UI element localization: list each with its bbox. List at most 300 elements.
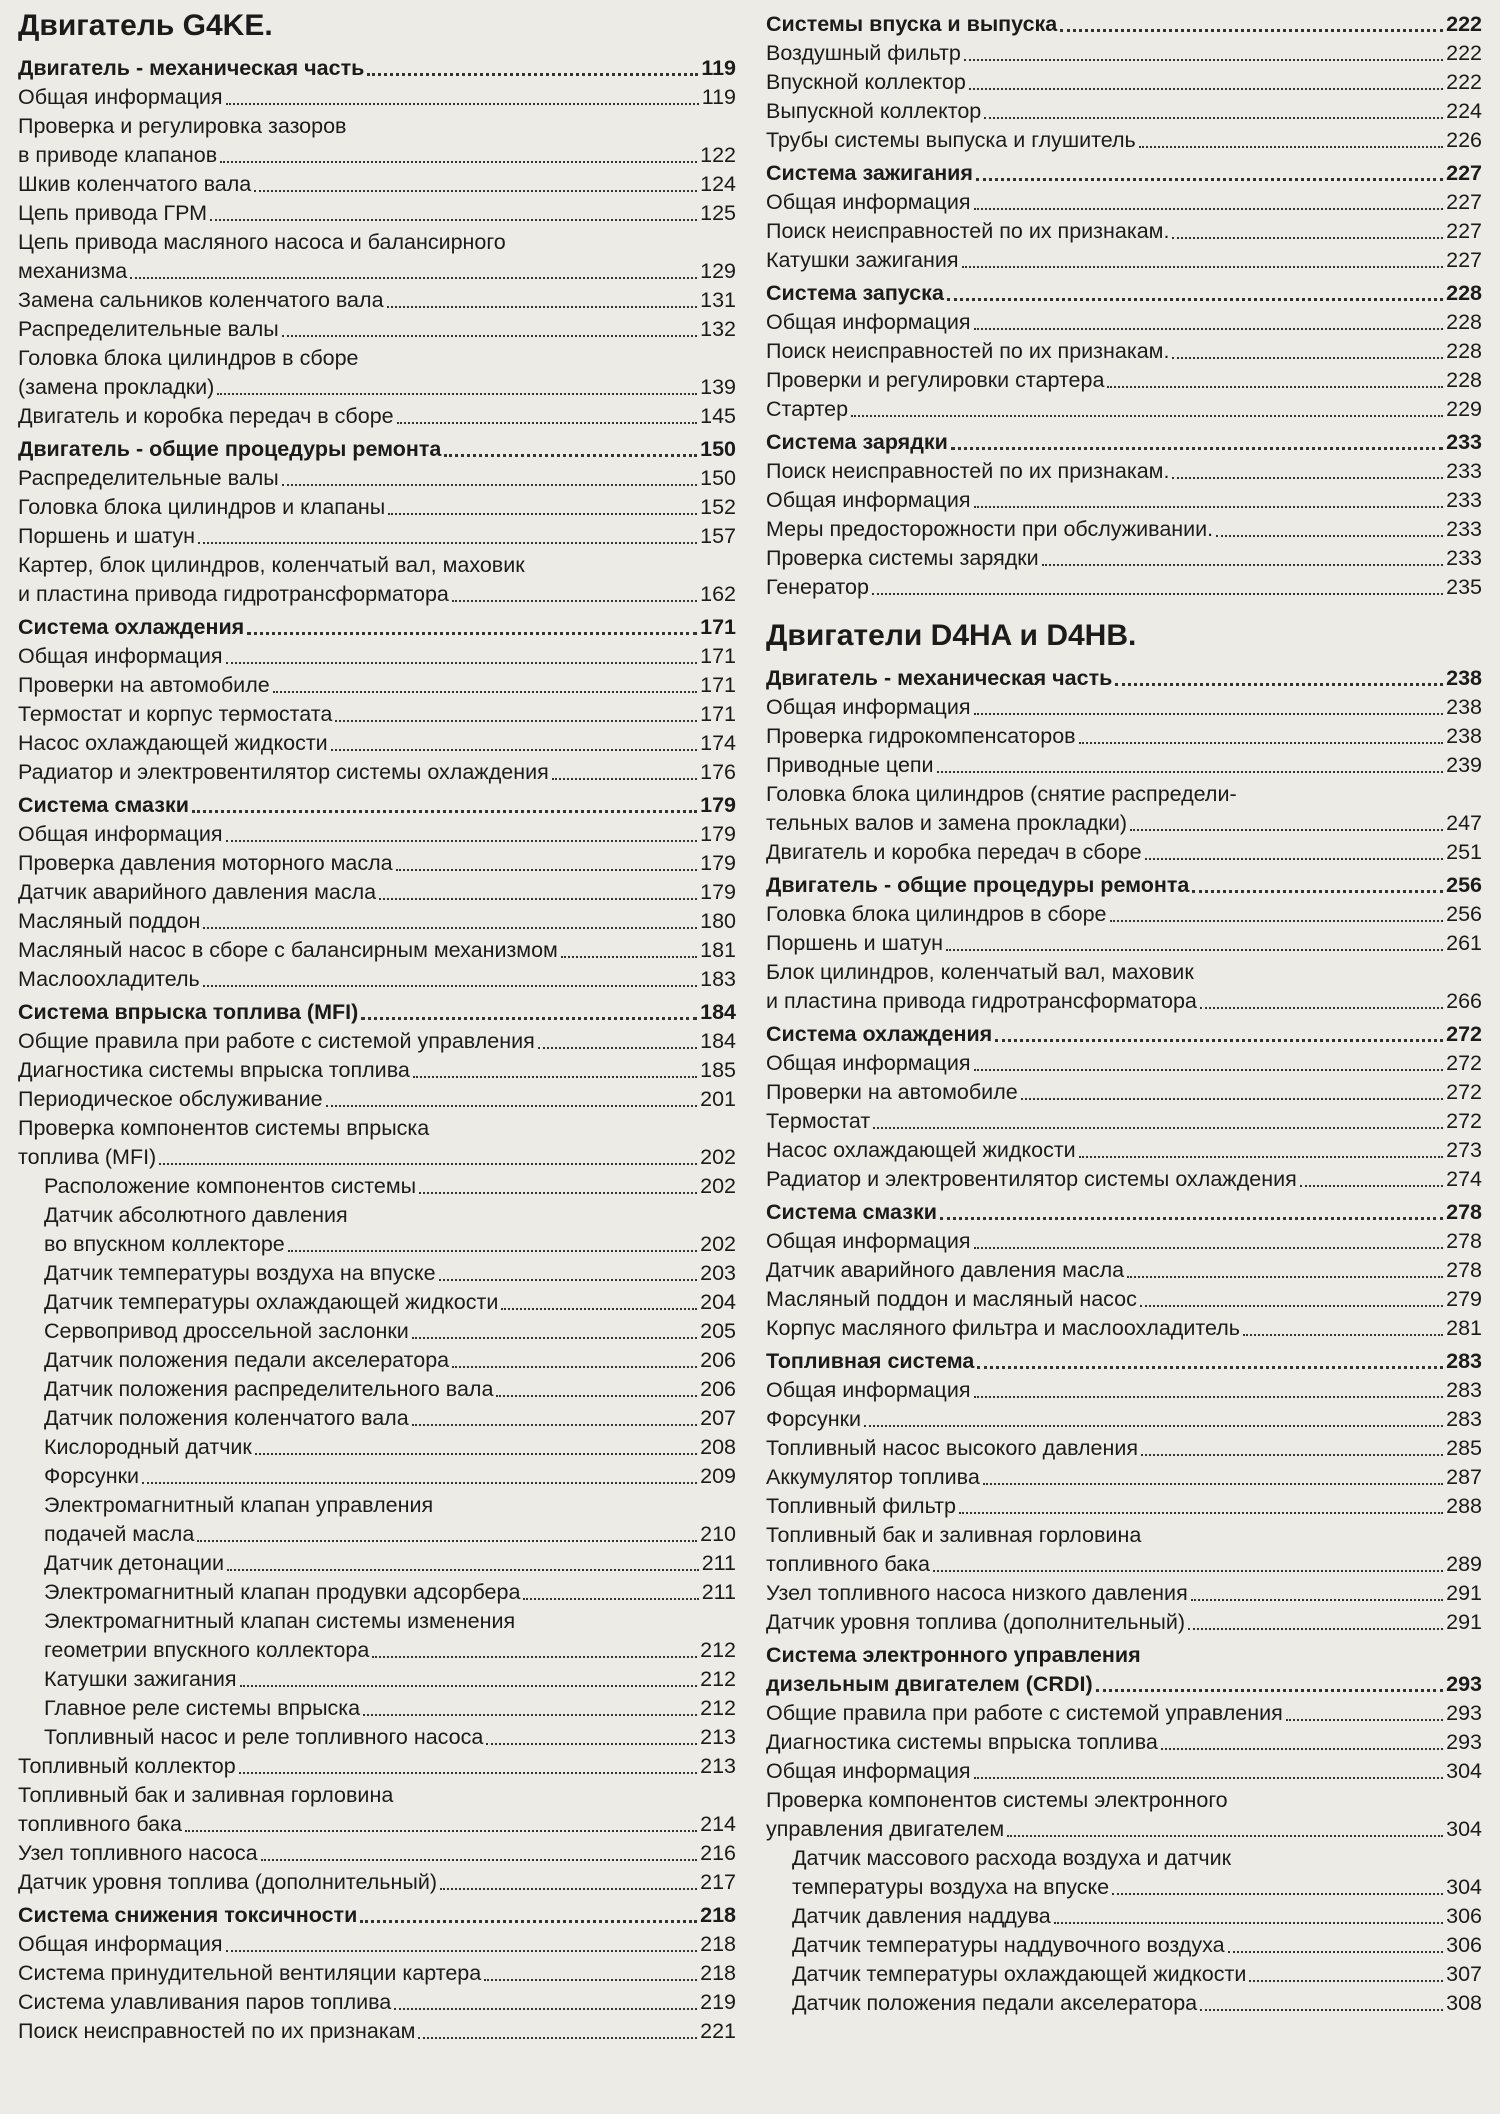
toc-entry [18, 1404, 736, 1433]
dot-leader [1042, 564, 1443, 566]
toc-page-number: 228 [1446, 281, 1482, 305]
toc-page-number: 283 [1446, 1407, 1482, 1431]
toc-page-number: 202 [700, 1145, 736, 1169]
toc-section-heading [766, 10, 1482, 39]
toc-section-heading [766, 279, 1482, 308]
toc-page-number: 261 [1446, 931, 1482, 955]
toc-page-number: 304 [1446, 1759, 1482, 1783]
toc-page-number: 213 [700, 1754, 736, 1778]
toc-page-number: 218 [700, 1932, 736, 1956]
toc-entry-text: Общие правила при работе с системой управления [766, 1701, 1283, 1725]
dot-leader [486, 1743, 697, 1745]
toc-entry [18, 1288, 736, 1317]
toc-entry [18, 1433, 736, 1462]
dot-leader [946, 949, 1443, 951]
toc-page-number: 285 [1446, 1436, 1482, 1460]
toc-entry-text: подачей масла [44, 1522, 195, 1546]
toc-entry [766, 1757, 1482, 1786]
toc-page-number: 218 [700, 1903, 736, 1927]
toc-page-number: 212 [700, 1696, 736, 1720]
toc-entry-text: Система снижения токсичности [18, 1903, 358, 1927]
toc-entry-text: Двигатель - общие процедуры ремонта [766, 873, 1190, 897]
dot-leader [379, 898, 697, 900]
toc-entry [766, 544, 1482, 573]
toc-entry-text: Воздушный фильтр [766, 41, 961, 65]
toc-entry [766, 1608, 1482, 1637]
toc-entry-text: топливного бака [18, 1812, 182, 1836]
toc-entry-text: Расположение компонентов системы [44, 1174, 417, 1198]
toc-entry [766, 693, 1482, 722]
toc-page-number: 218 [700, 1961, 736, 1985]
left-column [18, 6, 736, 2046]
toc-page-number: 272 [1446, 1022, 1482, 1046]
right-toc-list-top [766, 10, 1482, 602]
toc-entry [766, 1960, 1482, 1989]
toc-entry [18, 1114, 736, 1172]
toc-entry-text: Датчик температуры охлаждающей жидкости [44, 1290, 499, 1314]
toc-entry [766, 126, 1482, 155]
toc-entry [766, 217, 1482, 246]
toc-entry-text: Топливный насос высокого давления [766, 1436, 1139, 1460]
toc-page-number: 131 [700, 288, 736, 312]
dot-leader [1188, 1628, 1443, 1630]
toc-entry-text: Топливный коллектор [18, 1754, 236, 1778]
toc-page-number: 206 [700, 1348, 736, 1372]
dot-leader [1200, 2009, 1443, 2011]
toc-entry [18, 522, 736, 551]
toc-entry [18, 1549, 736, 1578]
toc-entry-text: топлива (MFI) [18, 1145, 157, 1169]
toc-entry-text: Датчик температуры наддувочного воздуха [792, 1933, 1225, 1957]
toc-entry [766, 366, 1482, 395]
toc-page-number: 179 [700, 793, 736, 817]
toc-page-number: 308 [1446, 1991, 1482, 2015]
toc-entry-text: Насос охлаждающей жидкости [766, 1138, 1076, 1162]
toc-entry-text: Датчик детонации [44, 1551, 224, 1575]
toc-entry-text: Форсунки [44, 1464, 140, 1488]
dot-leader [959, 1512, 1443, 1514]
toc-entry-text: Топливная система [766, 1349, 975, 1373]
dot-leader [1140, 1305, 1443, 1307]
toc-entry [18, 1085, 736, 1114]
toc-entry-text: Датчик массового расхода воздуха и датчик [792, 1846, 1231, 1870]
toc-entry [18, 1462, 736, 1491]
toc-section-heading [766, 664, 1482, 693]
toc-entry-text: Проверка гидрокомпенсаторов [766, 724, 1076, 748]
toc-page-number: 233 [1446, 517, 1482, 541]
toc-entry-text: Датчик температуры воздуха на впуске [44, 1261, 436, 1285]
toc-entry-text: Датчик температуры охлаждающей жидкости [792, 1962, 1247, 1986]
toc-entry-text: Общая информация [18, 822, 223, 846]
toc-entry [18, 1781, 736, 1839]
toc-page-number: 211 [701, 1580, 736, 1604]
toc-entry [18, 344, 736, 402]
toc-section-heading [18, 1901, 736, 1930]
toc-page-number: 224 [1446, 99, 1482, 123]
toc-page-number: 150 [700, 437, 736, 461]
toc-entry-text: Радиатор и электровентилятор системы охлаждения [18, 760, 549, 784]
toc-page-number: 176 [700, 760, 736, 784]
toc-page-number: 291 [1446, 1581, 1482, 1605]
toc-entry [766, 1728, 1482, 1757]
dot-leader [496, 1395, 697, 1397]
dot-leader [197, 1540, 697, 1542]
toc-entry [18, 1056, 736, 1085]
toc-page-number: 119 [701, 85, 736, 109]
dot-leader [1060, 29, 1443, 32]
dot-leader [1192, 890, 1443, 893]
toc-entry [18, 1839, 736, 1868]
toc-entry-text: Маслоохладитель [18, 967, 200, 991]
toc-entry [18, 1201, 736, 1259]
dot-leader [1216, 535, 1443, 537]
toc-page-number: 278 [1446, 1200, 1482, 1224]
toc-page-number: 125 [700, 201, 736, 225]
toc-entry-text: тельных валов и замена прокладки) [766, 811, 1128, 835]
toc-page-number: 266 [1446, 989, 1482, 1013]
toc-section-heading [766, 1641, 1482, 1699]
dot-leader [273, 691, 697, 693]
toc-page-number: 208 [700, 1435, 736, 1459]
toc-page-number: 251 [1446, 840, 1482, 864]
toc-entry-text: Датчик положения коленчатого вала [44, 1406, 409, 1430]
toc-page-number: 150 [700, 466, 736, 490]
toc-entry-text: Сервопривод дроссельной заслонки [44, 1319, 409, 1343]
toc-page-number: 281 [1446, 1316, 1482, 1340]
toc-entry [766, 515, 1482, 544]
toc-page-number: 256 [1446, 873, 1482, 897]
toc-entry [18, 1607, 736, 1665]
toc-page-number: 201 [700, 1087, 736, 1111]
toc-entry-text: Датчик положения педали акселератора [792, 1991, 1198, 2015]
dot-leader [335, 720, 697, 722]
dot-leader [372, 1656, 697, 1658]
toc-entry [766, 1492, 1482, 1521]
toc-page-number: 171 [700, 673, 736, 697]
toc-entry [18, 83, 736, 112]
dot-leader [387, 306, 698, 308]
dot-leader [873, 1127, 1443, 1129]
toc-entry-text: Датчик абсолютного давления [44, 1203, 348, 1227]
toc-entry [766, 1989, 1482, 2018]
dot-leader [484, 1979, 697, 1981]
toc-entry-text: Головка блока цилиндров и клапаны [18, 495, 386, 519]
toc-entry-text: температуры воздуха на впуске [792, 1875, 1110, 1899]
dot-leader [394, 2008, 697, 2010]
dot-leader [974, 713, 1444, 715]
toc-page-number: 272 [1446, 1051, 1482, 1075]
dot-leader [198, 542, 697, 544]
toc-page-number: 239 [1446, 753, 1482, 777]
toc-page-number: 247 [1446, 811, 1482, 835]
dot-leader [361, 1017, 697, 1020]
toc-entry-text: Выпускной коллектор [766, 99, 982, 123]
toc-entry-text: Проверка компонентов системы электронного [766, 1788, 1228, 1812]
toc-entry-text: Общая информация [766, 1229, 971, 1253]
toc-entry-text: Поиск неисправностей по их признакам. [766, 459, 1170, 483]
toc-page-number: 272 [1446, 1109, 1482, 1133]
toc-entry-text: Главное реле системы впрыска [44, 1696, 361, 1720]
toc-section-heading [18, 998, 736, 1027]
toc-entry [766, 97, 1482, 126]
dot-leader [1110, 920, 1444, 922]
dot-leader [974, 1247, 1444, 1249]
toc-entry-text: Топливный фильтр [766, 1494, 956, 1518]
toc-page-number: 184 [700, 1029, 736, 1053]
toc-entry [18, 758, 736, 787]
toc-entry [766, 486, 1482, 515]
toc-page-number: 227 [1446, 248, 1482, 272]
toc-entry-text: геометрии впускного коллектора [44, 1638, 370, 1662]
dot-leader [1172, 357, 1443, 359]
toc-page-number: 202 [700, 1232, 736, 1256]
dot-leader [331, 749, 697, 751]
dot-leader [1145, 858, 1444, 860]
toc-entry-text: Головка блока цилиндров (снятие распредели- [766, 782, 1237, 806]
dot-leader [951, 447, 1443, 450]
toc-entry-text: Датчик уровня топлива (дополнительный) [18, 1870, 437, 1894]
toc-entry-text: Общая информация [766, 1759, 971, 1783]
toc-entry-text: Электромагнитный клапан продувки адсорбера [44, 1580, 521, 1604]
dot-leader [452, 600, 697, 602]
toc-entry-text: топливного бака [766, 1552, 930, 1576]
dot-leader [1172, 477, 1443, 479]
dot-leader [864, 1425, 1443, 1427]
toc-entry-text: Система запуска [766, 281, 944, 305]
toc-page-number: 213 [700, 1725, 736, 1749]
toc-entry-text: Поиск неисправностей по их признакам [18, 2019, 416, 2043]
toc-page-number: 124 [700, 172, 736, 196]
dot-leader [561, 956, 697, 958]
dot-leader [1107, 386, 1443, 388]
toc-page-number: 238 [1446, 695, 1482, 719]
dot-leader [412, 1424, 697, 1426]
toc-section-heading [766, 428, 1482, 457]
toc-entry-text: Распределительные валы [18, 317, 279, 341]
toc-entry [766, 1579, 1482, 1608]
toc-entry-text: Катушки зажигания [44, 1667, 237, 1691]
toc-entry-text: Система смазки [766, 1200, 937, 1224]
toc-entry-text: Поиск неисправностей по их признакам. [766, 219, 1170, 243]
dot-leader [210, 219, 697, 221]
toc-entry-text: дизельным двигателем (CRDI) [766, 1672, 1093, 1696]
toc-page-number: 181 [700, 938, 736, 962]
toc-page-number: 179 [700, 851, 736, 875]
dot-leader [1079, 1156, 1443, 1158]
dot-leader [523, 1598, 698, 1600]
toc-entry [766, 1786, 1482, 1844]
toc-section-heading [18, 613, 736, 642]
dot-leader [288, 1250, 697, 1252]
toc-entry-text: Общая информация [766, 190, 971, 214]
toc-entry [766, 1285, 1482, 1314]
toc-entry-text: Узел топливного насоса [18, 1841, 258, 1865]
toc-entry [18, 1665, 736, 1694]
toc-page-number: 171 [700, 615, 736, 639]
toc-entry [18, 1930, 736, 1959]
toc-page-number: 222 [1446, 12, 1482, 36]
toc-entry-text: Общая информация [766, 1378, 971, 1402]
toc-entry-text: Термостат и корпус термостата [18, 702, 333, 726]
engine-title-d4ha-d4hb: Двигатели D4HA и D4HB. [766, 619, 1137, 652]
toc-entry [18, 1959, 736, 1988]
dot-leader [1112, 1893, 1443, 1895]
toc-page-number: 278 [1446, 1258, 1482, 1282]
dot-leader [1054, 1922, 1443, 1924]
toc-entry-text: Система охлаждения [766, 1022, 993, 1046]
toc-entry-text: Общая информация [766, 1051, 971, 1075]
toc-entry [766, 1049, 1482, 1078]
toc-entry [18, 1346, 736, 1375]
toc-entry-text: Аккумулятор топлива [766, 1465, 980, 1489]
dot-leader [964, 59, 1443, 61]
toc-entry-text: Масляный поддон и масляный насос [766, 1287, 1137, 1311]
toc-entry-text: механизма [18, 259, 128, 283]
toc-entry [766, 1405, 1482, 1434]
dot-leader [1079, 742, 1444, 744]
toc-entry [18, 2017, 736, 2046]
toc-entry-text: Блок цилиндров, коленчатый вал, маховик [766, 960, 1194, 984]
dot-leader [1249, 1980, 1443, 1982]
dot-leader [444, 454, 697, 457]
toc-page-number: 206 [700, 1377, 736, 1401]
toc-entry [766, 1256, 1482, 1285]
toc-page-number: 210 [700, 1522, 736, 1546]
toc-entry-text: Приводные цепи [766, 753, 934, 777]
toc-entry [18, 464, 736, 493]
toc-entry [766, 1136, 1482, 1165]
toc-entry [18, 907, 736, 936]
toc-entry [18, 1578, 736, 1607]
toc-page-number: 214 [700, 1812, 736, 1836]
toc-page-number: 203 [700, 1261, 736, 1285]
toc-entry-text: Электромагнитный клапан управления [44, 1493, 434, 1517]
toc-entry-text: Топливный насос и реле топливного насоса [44, 1725, 484, 1749]
dot-leader [247, 632, 697, 635]
toc-page-number: 293 [1446, 1672, 1482, 1696]
toc-page-number: 219 [700, 1990, 736, 2014]
dot-leader [282, 484, 697, 486]
toc-page-number: 211 [701, 1551, 736, 1575]
dot-leader [976, 178, 1443, 181]
dot-leader [413, 1076, 697, 1078]
toc-section-heading [18, 435, 736, 464]
dot-leader [940, 1217, 1443, 1220]
dot-leader [326, 1105, 698, 1107]
dot-leader [974, 208, 1444, 210]
toc-page-number: 288 [1446, 1494, 1482, 1518]
dot-leader [974, 1069, 1444, 1071]
dot-leader [439, 1279, 698, 1281]
dot-leader [1200, 1007, 1443, 1009]
toc-entry [18, 1868, 736, 1897]
toc-entry [18, 493, 736, 522]
toc-page-number: 202 [700, 1174, 736, 1198]
toc-entry-text: Поиск неисправностей по их признакам. [766, 339, 1170, 363]
toc-entry [766, 1376, 1482, 1405]
toc-page-number: 179 [700, 822, 736, 846]
dot-leader [452, 1366, 697, 1368]
toc-entry [766, 68, 1482, 97]
dot-leader [974, 1396, 1444, 1398]
toc-page-number: 256 [1446, 902, 1482, 926]
toc-entry [766, 929, 1482, 958]
toc-entry [18, 1375, 736, 1404]
dot-leader [226, 840, 698, 842]
toc-page-number: 216 [700, 1841, 736, 1865]
dot-leader [1141, 1454, 1443, 1456]
toc-page-number: 174 [700, 731, 736, 755]
toc-entry [18, 1259, 736, 1288]
toc-entry [766, 573, 1482, 602]
toc-page-number: 228 [1446, 339, 1482, 363]
dot-leader [974, 1777, 1444, 1779]
toc-entry-text: Проверки на автомобиле [766, 1080, 1018, 1104]
toc-entry-text: Проверка системы зарядки [766, 546, 1039, 570]
toc-entry [18, 1172, 736, 1201]
dot-leader [501, 1308, 697, 1310]
toc-entry [766, 246, 1482, 275]
toc-entry-text: Поршень и шатун [766, 931, 944, 955]
toc-entry-text: Меры предосторожности при обслуживании. [766, 517, 1214, 541]
toc-entry-text: Кислородный датчик [44, 1435, 252, 1459]
toc-page-number: 228 [1446, 368, 1482, 392]
dot-leader [937, 771, 1444, 773]
toc-entry [18, 671, 736, 700]
toc-page-number: 132 [700, 317, 736, 341]
toc-page-number: 233 [1446, 546, 1482, 570]
toc-entry-text: Общая информация [766, 695, 971, 719]
dot-leader [388, 513, 697, 515]
toc-section-heading [766, 1020, 1482, 1049]
toc-page-number: 162 [700, 582, 736, 606]
dot-leader [1021, 1098, 1443, 1100]
toc-section-heading [18, 791, 736, 820]
toc-section-heading [766, 1198, 1482, 1227]
toc-entry [766, 838, 1482, 867]
toc-entry [18, 1027, 736, 1056]
toc-page-number: 306 [1446, 1933, 1482, 1957]
toc-page-number: 209 [700, 1464, 736, 1488]
dot-leader [1228, 1951, 1444, 1953]
toc-page-number: 205 [700, 1319, 736, 1343]
dot-leader [217, 393, 697, 395]
toc-entry-text: Цепь привода масляного насоса и балансирного [18, 230, 506, 254]
toc-entry-text: Головка блока цилиндров в сборе [18, 346, 359, 370]
toc-entry-text: Проверки на автомобиле [18, 673, 270, 697]
toc-page-number: 304 [1446, 1817, 1482, 1841]
toc-page-number: 278 [1446, 1229, 1482, 1253]
dot-leader [947, 298, 1443, 301]
toc-entry-text: Картер, блок цилиндров, коленчатый вал, маховик [18, 553, 525, 577]
toc-entry [766, 1699, 1482, 1728]
toc-entry [766, 1931, 1482, 1960]
dot-leader [1139, 146, 1443, 148]
dot-leader [1286, 1719, 1443, 1721]
toc-entry [766, 1227, 1482, 1256]
engine-title-g4ke: Двигатель G4KE. [18, 9, 273, 42]
toc-page-number: 212 [700, 1667, 736, 1691]
toc-entry [766, 39, 1482, 68]
toc-entry [766, 1078, 1482, 1107]
toc-page-number: 183 [700, 967, 736, 991]
toc-entry-text: Трубы системы выпуска и глушитель [766, 128, 1136, 152]
toc-page-number: 227 [1446, 190, 1482, 214]
toc-section-heading [766, 871, 1482, 900]
dot-leader [419, 1192, 697, 1194]
dot-leader [363, 1714, 697, 1716]
toc-entry [766, 1902, 1482, 1931]
